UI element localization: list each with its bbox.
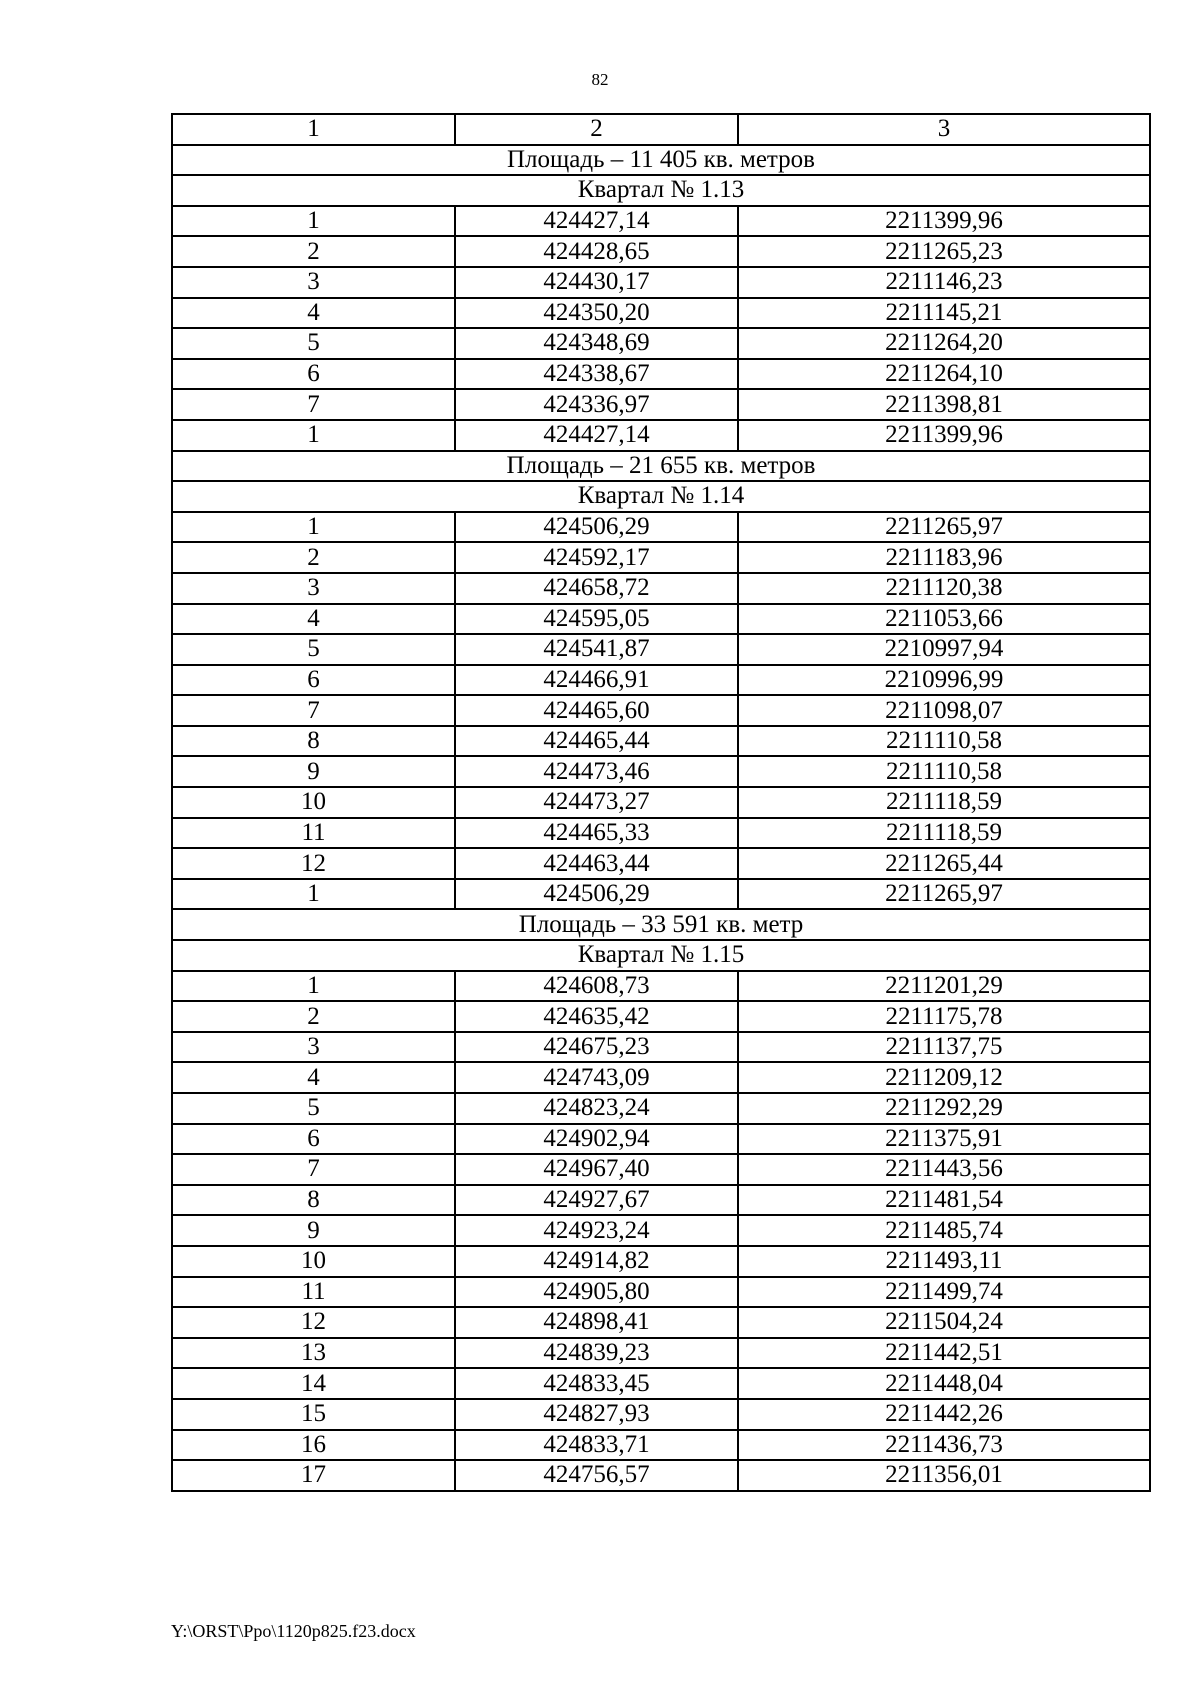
table-row xyxy=(172,1307,1150,1338)
header-cell-x: 2 xyxy=(455,114,738,145)
point-number-cell: 9 xyxy=(172,1215,455,1246)
quarter-label: Квартал № 1.15 xyxy=(172,940,1150,971)
y-coordinate-cell: 2211098,07 xyxy=(738,695,1150,726)
table-row xyxy=(172,573,1150,604)
table-row xyxy=(172,1277,1150,1308)
point-number-cell: 3 xyxy=(172,267,455,298)
point-number-cell: 2 xyxy=(172,236,455,267)
table-row xyxy=(172,1124,1150,1155)
table-row xyxy=(172,1246,1150,1277)
table-row xyxy=(172,1062,1150,1093)
x-coordinate-cell: 424506,29 xyxy=(455,879,738,910)
y-coordinate-cell: 2211436,73 xyxy=(738,1430,1150,1461)
x-coordinate-cell: 424506,29 xyxy=(455,512,738,543)
quarter-label: Квартал № 1.14 xyxy=(172,481,1150,512)
point-number-cell: 4 xyxy=(172,604,455,635)
table-row xyxy=(172,604,1150,635)
x-coordinate-cell: 424541,87 xyxy=(455,634,738,665)
table-row xyxy=(172,695,1150,726)
y-coordinate-cell: 2211504,24 xyxy=(738,1307,1150,1338)
table-row xyxy=(172,787,1150,818)
table-row xyxy=(172,542,1150,573)
point-number-cell: 16 xyxy=(172,1430,455,1461)
table-row xyxy=(172,206,1150,237)
y-coordinate-cell: 2211264,10 xyxy=(738,359,1150,390)
y-coordinate-cell: 2210996,99 xyxy=(738,665,1150,696)
point-number-cell: 8 xyxy=(172,726,455,757)
x-coordinate-cell: 424743,09 xyxy=(455,1062,738,1093)
table-row xyxy=(172,512,1150,543)
x-coordinate-cell: 424823,24 xyxy=(455,1093,738,1124)
table-row xyxy=(172,298,1150,329)
table-row xyxy=(172,420,1150,451)
x-coordinate-cell: 424465,33 xyxy=(455,818,738,849)
point-number-cell: 13 xyxy=(172,1338,455,1369)
x-coordinate-cell: 424466,91 xyxy=(455,665,738,696)
point-number-cell: 7 xyxy=(172,1154,455,1185)
point-number-cell: 4 xyxy=(172,298,455,329)
x-coordinate-cell: 424756,57 xyxy=(455,1460,738,1491)
y-coordinate-cell: 2211292,29 xyxy=(738,1093,1150,1124)
y-coordinate-cell: 2211443,56 xyxy=(738,1154,1150,1185)
table-row xyxy=(172,1093,1150,1124)
point-number-cell: 2 xyxy=(172,542,455,573)
table-row xyxy=(172,665,1150,696)
table-header-row xyxy=(172,114,1150,145)
point-number-cell: 6 xyxy=(172,665,455,696)
x-coordinate-cell: 424592,17 xyxy=(455,542,738,573)
table-row xyxy=(172,359,1150,390)
table-row xyxy=(172,1399,1150,1430)
table-row xyxy=(172,726,1150,757)
y-coordinate-cell: 2211175,78 xyxy=(738,1001,1150,1032)
point-number-cell: 10 xyxy=(172,1246,455,1277)
table-row xyxy=(172,879,1150,910)
table-row xyxy=(172,1032,1150,1063)
y-coordinate-cell: 2211110,58 xyxy=(738,756,1150,787)
x-coordinate-cell: 424595,05 xyxy=(455,604,738,635)
y-coordinate-cell: 2211399,96 xyxy=(738,420,1150,451)
y-coordinate-cell: 2211398,81 xyxy=(738,389,1150,420)
table-row xyxy=(172,971,1150,1002)
point-number-cell: 3 xyxy=(172,573,455,604)
y-coordinate-cell: 2211442,26 xyxy=(738,1399,1150,1430)
table-row xyxy=(172,1185,1150,1216)
point-number-cell: 14 xyxy=(172,1368,455,1399)
y-coordinate-cell: 2211209,12 xyxy=(738,1062,1150,1093)
point-number-cell: 12 xyxy=(172,1307,455,1338)
point-number-cell: 2 xyxy=(172,1001,455,1032)
y-coordinate-cell: 2211448,04 xyxy=(738,1368,1150,1399)
point-number-cell: 4 xyxy=(172,1062,455,1093)
y-coordinate-cell: 2211110,58 xyxy=(738,726,1150,757)
point-number-cell: 1 xyxy=(172,512,455,543)
point-number-cell: 12 xyxy=(172,848,455,879)
table-row xyxy=(172,1368,1150,1399)
x-coordinate-cell: 424428,65 xyxy=(455,236,738,267)
x-coordinate-cell: 424473,46 xyxy=(455,756,738,787)
x-coordinate-cell: 424833,45 xyxy=(455,1368,738,1399)
area-row xyxy=(172,909,1150,940)
y-coordinate-cell: 2211485,74 xyxy=(738,1215,1150,1246)
x-coordinate-cell: 424350,20 xyxy=(455,298,738,329)
coordinates-table xyxy=(171,113,1151,1492)
y-coordinate-cell: 2211118,59 xyxy=(738,818,1150,849)
x-coordinate-cell: 424833,71 xyxy=(455,1430,738,1461)
table-row xyxy=(172,1001,1150,1032)
point-number-cell: 5 xyxy=(172,1093,455,1124)
table-row xyxy=(172,1154,1150,1185)
point-number-cell: 5 xyxy=(172,328,455,359)
table-row xyxy=(172,756,1150,787)
x-coordinate-cell: 424465,44 xyxy=(455,726,738,757)
table-row xyxy=(172,236,1150,267)
area-row xyxy=(172,145,1150,176)
point-number-cell: 1 xyxy=(172,206,455,237)
point-number-cell: 1 xyxy=(172,420,455,451)
y-coordinate-cell: 2211264,20 xyxy=(738,328,1150,359)
y-coordinate-cell: 2211146,23 xyxy=(738,267,1150,298)
table-row xyxy=(172,1460,1150,1491)
x-coordinate-cell: 424967,40 xyxy=(455,1154,738,1185)
area-label: Площадь – 21 655 кв. метров xyxy=(172,451,1150,482)
y-coordinate-cell: 2211356,01 xyxy=(738,1460,1150,1491)
x-coordinate-cell: 424473,27 xyxy=(455,787,738,818)
y-coordinate-cell: 2211499,74 xyxy=(738,1277,1150,1308)
x-coordinate-cell: 424427,14 xyxy=(455,206,738,237)
y-coordinate-cell: 2211265,44 xyxy=(738,848,1150,879)
y-coordinate-cell: 2211265,97 xyxy=(738,512,1150,543)
x-coordinate-cell: 424348,69 xyxy=(455,328,738,359)
x-coordinate-cell: 424675,23 xyxy=(455,1032,738,1063)
point-number-cell: 1 xyxy=(172,879,455,910)
quarter-row xyxy=(172,481,1150,512)
x-coordinate-cell: 424463,44 xyxy=(455,848,738,879)
y-coordinate-cell: 2211145,21 xyxy=(738,298,1150,329)
quarter-row xyxy=(172,175,1150,206)
y-coordinate-cell: 2210997,94 xyxy=(738,634,1150,665)
quarter-row xyxy=(172,940,1150,971)
point-number-cell: 1 xyxy=(172,971,455,1002)
x-coordinate-cell: 424902,94 xyxy=(455,1124,738,1155)
x-coordinate-cell: 424923,24 xyxy=(455,1215,738,1246)
point-number-cell: 11 xyxy=(172,818,455,849)
table-row xyxy=(172,848,1150,879)
y-coordinate-cell: 2211118,59 xyxy=(738,787,1150,818)
x-coordinate-cell: 424658,72 xyxy=(455,573,738,604)
y-coordinate-cell: 2211493,11 xyxy=(738,1246,1150,1277)
x-coordinate-cell: 424338,67 xyxy=(455,359,738,390)
y-coordinate-cell: 2211265,97 xyxy=(738,879,1150,910)
y-coordinate-cell: 2211201,29 xyxy=(738,971,1150,1002)
table-row xyxy=(172,634,1150,665)
x-coordinate-cell: 424427,14 xyxy=(455,420,738,451)
x-coordinate-cell: 424827,93 xyxy=(455,1399,738,1430)
x-coordinate-cell: 424839,23 xyxy=(455,1338,738,1369)
x-coordinate-cell: 424914,82 xyxy=(455,1246,738,1277)
table-row xyxy=(172,1338,1150,1369)
table-row xyxy=(172,1215,1150,1246)
header-cell-y: 3 xyxy=(738,114,1150,145)
area-row xyxy=(172,451,1150,482)
page-number: 82 xyxy=(591,70,609,89)
point-number-cell: 15 xyxy=(172,1399,455,1430)
area-label: Площадь – 11 405 кв. метров xyxy=(172,145,1150,176)
y-coordinate-cell: 2211375,91 xyxy=(738,1124,1150,1155)
point-number-cell: 5 xyxy=(172,634,455,665)
table-row xyxy=(172,328,1150,359)
x-coordinate-cell: 424905,80 xyxy=(455,1277,738,1308)
x-coordinate-cell: 424608,73 xyxy=(455,971,738,1002)
x-coordinate-cell: 424927,67 xyxy=(455,1185,738,1216)
quarter-label: Квартал № 1.13 xyxy=(172,175,1150,206)
y-coordinate-cell: 2211265,23 xyxy=(738,236,1150,267)
table-row xyxy=(172,818,1150,849)
x-coordinate-cell: 424635,42 xyxy=(455,1001,738,1032)
point-number-cell: 6 xyxy=(172,1124,455,1155)
table-row xyxy=(172,389,1150,420)
y-coordinate-cell: 2211120,38 xyxy=(738,573,1150,604)
point-number-cell: 8 xyxy=(172,1185,455,1216)
point-number-cell: 6 xyxy=(172,359,455,390)
x-coordinate-cell: 424898,41 xyxy=(455,1307,738,1338)
area-label: Площадь – 33 591 кв. метр xyxy=(172,909,1150,940)
table-row xyxy=(172,1430,1150,1461)
document-file-path: Y:\ORST\Ppo\1120p825.f23.docx xyxy=(171,1621,416,1641)
y-coordinate-cell: 2211183,96 xyxy=(738,542,1150,573)
point-number-cell: 10 xyxy=(172,787,455,818)
x-coordinate-cell: 424430,17 xyxy=(455,267,738,298)
table-row xyxy=(172,267,1150,298)
point-number-cell: 17 xyxy=(172,1460,455,1491)
point-number-cell: 3 xyxy=(172,1032,455,1063)
y-coordinate-cell: 2211053,66 xyxy=(738,604,1150,635)
y-coordinate-cell: 2211137,75 xyxy=(738,1032,1150,1063)
point-number-cell: 9 xyxy=(172,756,455,787)
y-coordinate-cell: 2211481,54 xyxy=(738,1185,1150,1216)
point-number-cell: 7 xyxy=(172,389,455,420)
y-coordinate-cell: 2211442,51 xyxy=(738,1338,1150,1369)
x-coordinate-cell: 424465,60 xyxy=(455,695,738,726)
x-coordinate-cell: 424336,97 xyxy=(455,389,738,420)
header-cell-point-number: 1 xyxy=(172,114,455,145)
y-coordinate-cell: 2211399,96 xyxy=(738,206,1150,237)
point-number-cell: 11 xyxy=(172,1277,455,1308)
point-number-cell: 7 xyxy=(172,695,455,726)
